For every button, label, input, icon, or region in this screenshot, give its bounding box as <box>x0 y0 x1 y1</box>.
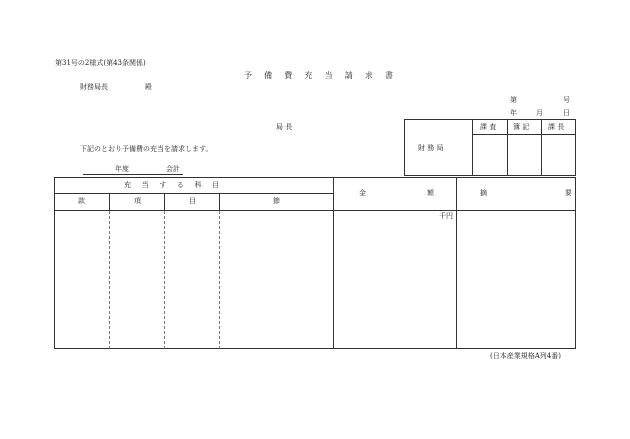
approval-divider <box>472 119 473 176</box>
date-month: 月 <box>536 109 543 117</box>
header-kan: 款 <box>78 197 85 205</box>
header-amount: 金 額 <box>359 189 464 197</box>
approval-divider <box>507 119 508 176</box>
main-table <box>54 177 576 349</box>
fiscal-year-label: 年度 <box>115 165 129 173</box>
table-col-divider <box>333 177 334 349</box>
table-group-line <box>54 193 334 194</box>
table-col-divider <box>456 177 457 349</box>
table-subcol-divider <box>164 193 165 210</box>
honorific: 殿 <box>145 83 152 91</box>
footer-note: (日本産業規格A列4番) <box>490 352 561 360</box>
table-dashed-divider <box>219 211 220 349</box>
table-subcol-divider <box>219 193 220 210</box>
table-dashed-divider <box>164 211 165 349</box>
approval-dept: 財 務 局 <box>418 144 444 152</box>
stamp-label-kasa: 課 査 <box>480 123 497 131</box>
bureau-chief: 局 長 <box>276 123 293 131</box>
approval-header-line <box>472 134 576 135</box>
group-header: 充 当 す る 科 目 <box>124 181 224 189</box>
header-ko: 項 <box>134 197 141 205</box>
request-text: 下記のとおり予備費の充当を請求します。 <box>80 145 213 153</box>
date-day: 日 <box>563 109 570 117</box>
table-header-line <box>54 210 576 211</box>
approval-divider <box>541 119 542 176</box>
stamp-label-kacho: 課 長 <box>548 123 565 131</box>
account-label: 会計 <box>166 165 180 173</box>
table-dashed-divider <box>109 211 110 349</box>
fiscal-year-underline <box>83 174 183 175</box>
addressee: 財務局長 <box>80 83 108 91</box>
form-number: 第31号の2様式(第43条関係) <box>55 59 146 67</box>
header-remarks: 摘 要 <box>480 189 610 197</box>
doc-no-suffix: 号 <box>563 96 570 104</box>
document-title: 予 備 費 充 当 請 求 書 <box>244 71 398 80</box>
amount-unit: 千円 <box>439 212 453 220</box>
doc-no-prefix: 第 <box>510 96 517 104</box>
date-year: 年 <box>510 109 517 117</box>
table-subcol-divider <box>109 193 110 210</box>
header-moku: 目 <box>189 197 196 205</box>
header-setsu: 節 <box>273 197 280 205</box>
stamp-label-boki: 簿 記 <box>513 123 530 131</box>
